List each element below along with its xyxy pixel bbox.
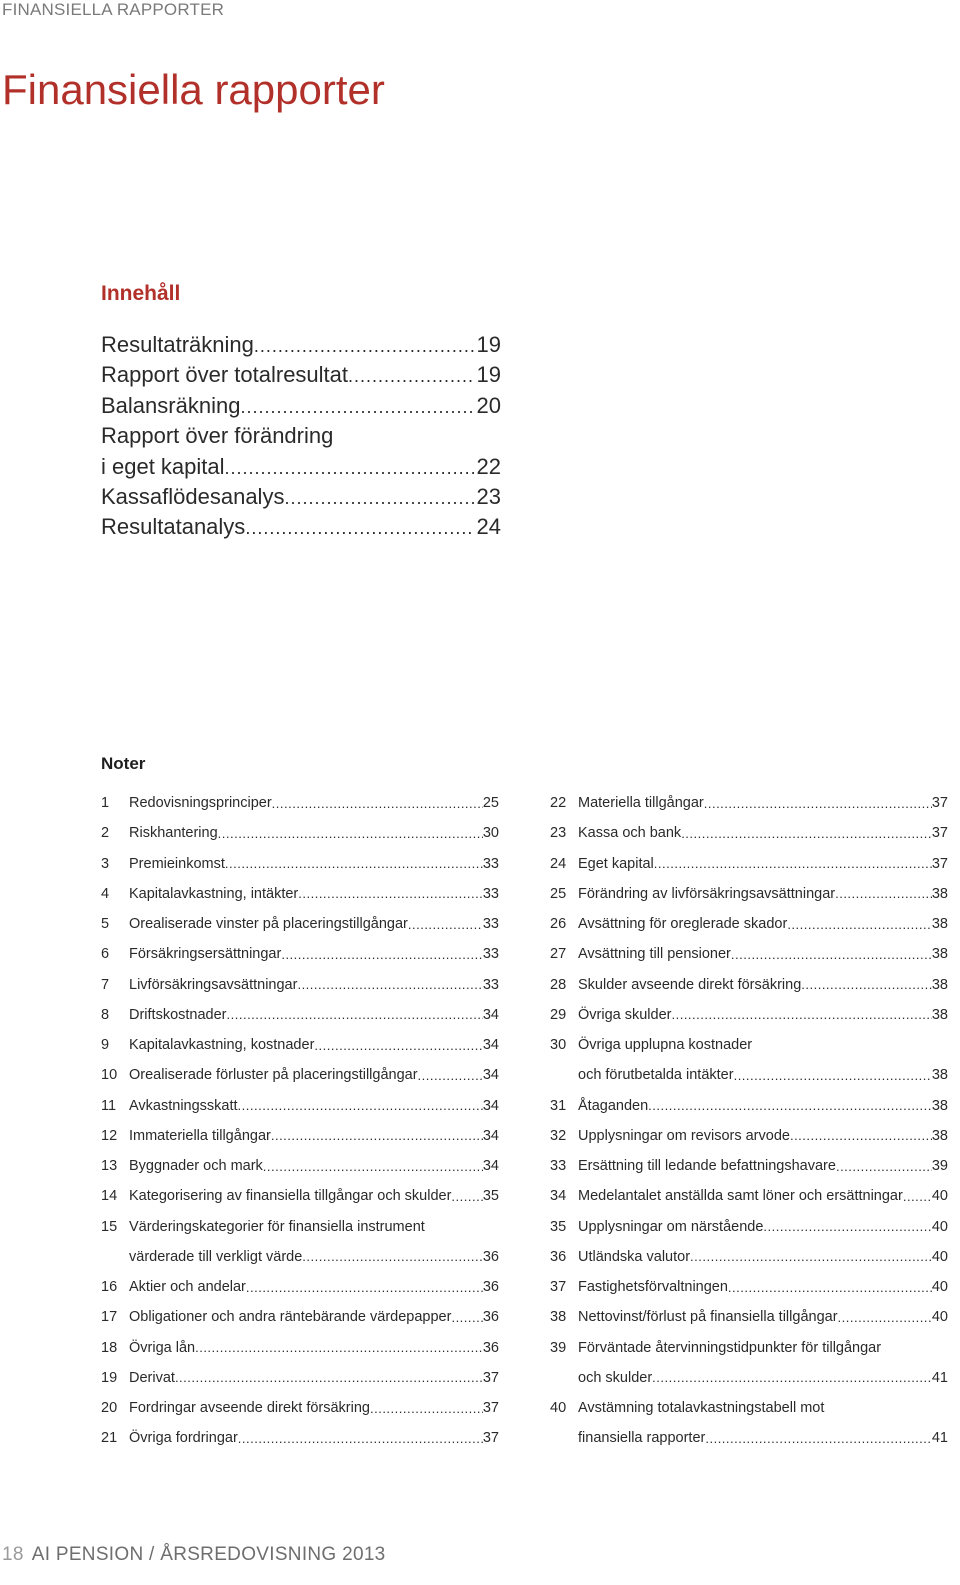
note-number: 10 bbox=[101, 1067, 118, 1084]
note-number: 14 bbox=[101, 1188, 118, 1205]
notes-list-left bbox=[101, 788, 499, 1454]
note-page: 33 bbox=[482, 885, 499, 902]
note-label: Riskhantering bbox=[129, 825, 218, 842]
dot-leader bbox=[238, 1098, 483, 1113]
note-page: 38 bbox=[931, 1127, 948, 1144]
running-header: FINANSIELLA RAPPORTER bbox=[2, 0, 225, 19]
note-page: 33 bbox=[482, 916, 499, 933]
note-number: 11 bbox=[101, 1097, 117, 1114]
note-item[interactable] bbox=[101, 1333, 499, 1363]
dot-leader bbox=[281, 947, 483, 962]
note-item[interactable] bbox=[101, 849, 499, 879]
note-label: Premieinkomst bbox=[129, 855, 225, 872]
note-page: 38 bbox=[931, 946, 948, 963]
note-item[interactable] bbox=[550, 1393, 948, 1423]
dot-leader bbox=[314, 1038, 482, 1053]
dot-leader bbox=[790, 1128, 932, 1143]
note-page: 41 bbox=[931, 1430, 948, 1447]
toc-item-page: 20 bbox=[476, 392, 501, 418]
note-item[interactable] bbox=[550, 970, 948, 1000]
note-item[interactable] bbox=[101, 1030, 499, 1060]
dot-leader bbox=[298, 886, 483, 901]
dot-leader bbox=[835, 886, 932, 901]
note-page: 34 bbox=[482, 1097, 499, 1114]
note-label: Driftskostnader bbox=[129, 1006, 227, 1023]
note-number: 2 bbox=[101, 825, 110, 842]
note-label: Nettovinst/förlust på finansiella tillgångar bbox=[578, 1309, 838, 1326]
dot-leader bbox=[225, 453, 475, 482]
note-label: Orealiserade förluster på placeringstillgångar bbox=[129, 1067, 418, 1084]
note-page: 38 bbox=[931, 1097, 948, 1114]
note-label: Förändring av livförsäkringsavsättningar bbox=[578, 885, 836, 902]
note-label: Utländska valutor bbox=[578, 1248, 691, 1265]
toc-item-page: 24 bbox=[476, 514, 501, 540]
note-label: Eget kapital bbox=[578, 855, 654, 872]
note-page: 33 bbox=[482, 976, 499, 993]
note-page: 33 bbox=[482, 946, 499, 963]
note-item[interactable] bbox=[101, 1272, 499, 1302]
note-number: 40 bbox=[550, 1400, 567, 1417]
dot-leader bbox=[652, 1370, 932, 1385]
dot-leader bbox=[272, 796, 483, 811]
note-label: finansiella rapporter bbox=[578, 1430, 706, 1447]
toc-item[interactable] bbox=[101, 360, 501, 390]
note-number: 4 bbox=[101, 885, 110, 902]
note-item[interactable] bbox=[550, 849, 948, 879]
note-page: 37 bbox=[482, 1400, 499, 1417]
dot-leader bbox=[836, 1159, 932, 1174]
note-number: 26 bbox=[550, 916, 567, 933]
note-page: 34 bbox=[482, 1127, 499, 1144]
note-page: 38 bbox=[931, 1067, 948, 1084]
note-item[interactable] bbox=[550, 879, 948, 909]
toc-item-label: Resultatanalys bbox=[101, 514, 246, 540]
note-label: Orealiserade vinster på placeringstillgångar bbox=[129, 916, 408, 933]
note-label: Upplysningar om revisors arvode bbox=[578, 1127, 790, 1144]
dot-leader bbox=[225, 856, 483, 871]
note-page: 38 bbox=[931, 976, 948, 993]
note-page: 37 bbox=[482, 1369, 499, 1386]
note-number: 37 bbox=[550, 1279, 567, 1296]
note-label: Avsättning för oreglerade skador bbox=[578, 916, 788, 933]
note-label: Immateriella tillgångar bbox=[129, 1127, 271, 1144]
note-page: 37 bbox=[931, 855, 948, 872]
toc-item-label: i eget kapital bbox=[101, 453, 225, 479]
dot-leader bbox=[175, 1370, 483, 1385]
note-item[interactable] bbox=[101, 970, 499, 1000]
note-number: 1 bbox=[101, 795, 110, 812]
note-number: 29 bbox=[550, 1006, 567, 1023]
note-item[interactable] bbox=[550, 1272, 948, 1302]
note-page: 33 bbox=[482, 855, 499, 872]
dot-leader bbox=[704, 796, 932, 811]
note-number: 36 bbox=[550, 1248, 567, 1265]
note-number: 12 bbox=[101, 1127, 118, 1144]
note-page: 35 bbox=[482, 1188, 499, 1205]
note-item[interactable] bbox=[101, 879, 499, 909]
note-number: 24 bbox=[550, 855, 567, 872]
note-page: 40 bbox=[931, 1218, 948, 1235]
note-number: 27 bbox=[550, 946, 567, 963]
note-label: Övriga upplupna kostnader bbox=[578, 1037, 753, 1054]
note-number: 32 bbox=[550, 1127, 567, 1144]
note-label: Försäkringsersättningar bbox=[129, 946, 282, 963]
note-item[interactable] bbox=[101, 1181, 499, 1211]
dot-leader bbox=[218, 826, 483, 841]
note-item[interactable] bbox=[101, 1302, 499, 1332]
note-item[interactable] bbox=[101, 1242, 499, 1272]
note-page: 37 bbox=[931, 825, 948, 842]
dot-leader bbox=[451, 1310, 482, 1325]
note-page: 36 bbox=[482, 1279, 499, 1296]
note-number: 19 bbox=[101, 1369, 118, 1386]
note-item[interactable] bbox=[101, 1121, 499, 1151]
toc-item-label: Resultaträkning bbox=[101, 332, 254, 357]
note-label: Skulder avseende direkt försäkring bbox=[578, 976, 802, 993]
note-label: Kassa och bank bbox=[578, 825, 682, 842]
note-number: 30 bbox=[550, 1037, 567, 1054]
note-item[interactable] bbox=[550, 1091, 948, 1121]
note-label: Kapitalavkastning, intäkter bbox=[129, 885, 299, 902]
note-number: 16 bbox=[101, 1279, 118, 1296]
note-page: 40 bbox=[931, 1309, 948, 1326]
dot-leader bbox=[787, 917, 932, 932]
note-item[interactable] bbox=[550, 1242, 948, 1272]
toc-item[interactable] bbox=[101, 421, 501, 451]
note-number: 3 bbox=[101, 855, 110, 872]
note-label: Redovisningsprinciper bbox=[129, 795, 272, 812]
note-label: Övriga skulder bbox=[578, 1006, 672, 1023]
footer-text: AI PENSION / ÅRSREDOVISNING 2013 bbox=[31, 1544, 386, 1565]
dot-leader bbox=[734, 1068, 932, 1083]
dot-leader bbox=[690, 1249, 932, 1264]
dot-leader bbox=[370, 1401, 483, 1416]
note-item[interactable] bbox=[101, 939, 499, 969]
note-item[interactable] bbox=[550, 1302, 948, 1332]
note-page: 37 bbox=[931, 795, 948, 812]
note-number: 5 bbox=[101, 916, 110, 933]
note-item[interactable] bbox=[550, 1212, 948, 1242]
dot-leader bbox=[648, 1098, 932, 1113]
note-label: Övriga lån bbox=[129, 1339, 196, 1356]
note-page: 40 bbox=[931, 1248, 948, 1265]
note-label: Avkastningsskatt bbox=[129, 1097, 238, 1114]
note-item[interactable] bbox=[101, 1091, 499, 1121]
note-label: Värderingskategorier för finansiella instrument bbox=[129, 1218, 425, 1235]
note-label: Fordringar avseende direkt försäkring bbox=[129, 1400, 370, 1417]
note-item[interactable] bbox=[550, 1181, 948, 1211]
page-footer bbox=[2, 1543, 386, 1567]
note-page: 36 bbox=[482, 1309, 499, 1326]
dot-leader bbox=[728, 1280, 932, 1295]
notes-heading: Noter bbox=[101, 754, 146, 773]
note-number: 35 bbox=[550, 1218, 567, 1235]
note-label: Materiella tillgångar bbox=[578, 795, 704, 812]
toc-item[interactable] bbox=[101, 512, 501, 542]
note-number: 13 bbox=[101, 1158, 118, 1175]
dot-leader bbox=[297, 977, 482, 992]
note-label: Derivat bbox=[129, 1369, 175, 1386]
note-page: 41 bbox=[931, 1369, 948, 1386]
note-label: och skulder bbox=[578, 1369, 653, 1386]
note-number: 9 bbox=[101, 1037, 110, 1054]
note-number: 28 bbox=[550, 976, 567, 993]
dot-leader bbox=[731, 947, 932, 962]
note-item[interactable] bbox=[101, 788, 499, 818]
note-page: 34 bbox=[482, 1006, 499, 1023]
dot-leader bbox=[246, 1280, 483, 1295]
note-number: 18 bbox=[101, 1339, 118, 1356]
note-item[interactable] bbox=[550, 909, 948, 939]
dot-leader bbox=[681, 826, 932, 841]
note-page: 38 bbox=[931, 885, 948, 902]
dot-leader bbox=[284, 483, 474, 512]
note-label: Åtaganden bbox=[578, 1097, 649, 1114]
toc-item[interactable] bbox=[101, 482, 501, 512]
note-item[interactable] bbox=[101, 1393, 499, 1423]
toc-item-label: Balansräkning bbox=[101, 392, 241, 418]
note-page: 37 bbox=[482, 1430, 499, 1447]
note-label: Medelantalet anställda samt löner och ersättningar bbox=[578, 1188, 903, 1205]
contents-heading: Innehåll bbox=[101, 282, 181, 305]
note-label: Livförsäkringsavsättningar bbox=[129, 976, 298, 993]
note-label: Upplysningar om närstående bbox=[578, 1218, 764, 1235]
dot-leader bbox=[348, 361, 474, 390]
note-item[interactable] bbox=[550, 1423, 948, 1453]
dot-leader bbox=[271, 1128, 483, 1143]
note-item[interactable] bbox=[550, 1151, 948, 1181]
note-label: Kategorisering av finansiella tillgångar och skulder bbox=[129, 1188, 452, 1205]
note-label: värderade till verkligt värde bbox=[129, 1248, 303, 1265]
dot-leader bbox=[763, 1219, 931, 1234]
footer-page-number: 18 bbox=[2, 1544, 24, 1565]
toc-item-label: Rapport över totalresultat bbox=[101, 362, 349, 388]
note-label: Övriga fordringar bbox=[129, 1430, 238, 1447]
note-item[interactable] bbox=[101, 1212, 499, 1242]
note-item[interactable] bbox=[101, 1363, 499, 1393]
dot-leader bbox=[838, 1310, 932, 1325]
dot-leader bbox=[801, 977, 932, 992]
note-page: 34 bbox=[482, 1067, 499, 1084]
dot-leader bbox=[238, 1431, 483, 1446]
dot-leader bbox=[195, 1340, 483, 1355]
dot-leader bbox=[654, 856, 932, 871]
note-item[interactable] bbox=[101, 909, 499, 939]
note-item[interactable] bbox=[101, 1151, 499, 1181]
note-number: 17 bbox=[101, 1309, 118, 1326]
contents-list bbox=[101, 330, 501, 543]
note-item[interactable] bbox=[550, 818, 948, 848]
note-page: 34 bbox=[482, 1158, 499, 1175]
note-label: Avstämning totalavkastningstabell mot bbox=[578, 1400, 825, 1417]
note-label: Förväntade återvinningstidpunkter för tillgångar bbox=[578, 1339, 882, 1356]
note-label: Avsättning till pensioner bbox=[578, 946, 731, 963]
note-number: 23 bbox=[550, 825, 567, 842]
note-item[interactable] bbox=[101, 1423, 499, 1453]
note-page: 39 bbox=[931, 1158, 948, 1175]
note-page: 25 bbox=[482, 795, 499, 812]
note-page: 40 bbox=[931, 1279, 948, 1296]
dot-leader bbox=[671, 1007, 931, 1022]
note-item[interactable] bbox=[550, 1333, 948, 1363]
note-number: 34 bbox=[550, 1188, 567, 1205]
note-number: 20 bbox=[101, 1400, 118, 1417]
note-page: 38 bbox=[931, 916, 948, 933]
note-item[interactable] bbox=[550, 1060, 948, 1090]
note-page: 36 bbox=[482, 1248, 499, 1265]
note-label: Kapitalavkastning, kostnader bbox=[129, 1037, 315, 1054]
toc-item-page: 23 bbox=[476, 483, 501, 509]
note-item[interactable] bbox=[550, 788, 948, 818]
note-number: 25 bbox=[550, 885, 567, 902]
toc-item-page: 22 bbox=[476, 453, 501, 479]
dot-leader bbox=[408, 917, 483, 932]
note-item[interactable] bbox=[101, 1000, 499, 1030]
note-item[interactable] bbox=[101, 1060, 499, 1090]
note-item[interactable] bbox=[550, 1030, 948, 1060]
note-label: Fastighetsförvaltningen bbox=[578, 1279, 728, 1296]
note-number: 22 bbox=[550, 795, 567, 812]
dot-leader bbox=[451, 1189, 482, 1204]
note-page: 38 bbox=[931, 1006, 948, 1023]
toc-item[interactable] bbox=[101, 452, 501, 482]
note-number: 8 bbox=[101, 1006, 110, 1023]
dot-leader bbox=[254, 331, 475, 360]
toc-item-page: 19 bbox=[476, 362, 501, 388]
note-item[interactable] bbox=[550, 1000, 948, 1030]
dot-leader bbox=[240, 392, 474, 421]
dot-leader bbox=[227, 1007, 483, 1022]
note-label: och förutbetalda intäkter bbox=[578, 1067, 734, 1084]
note-page: 34 bbox=[482, 1037, 499, 1054]
notes-list-right bbox=[550, 788, 948, 1454]
note-page: 36 bbox=[482, 1339, 499, 1356]
note-number: 38 bbox=[550, 1309, 567, 1326]
note-number: 39 bbox=[550, 1339, 567, 1356]
dot-leader bbox=[418, 1068, 483, 1083]
note-number: 15 bbox=[101, 1218, 118, 1235]
toc-item[interactable] bbox=[101, 330, 501, 360]
dot-leader bbox=[903, 1189, 932, 1204]
note-label: Aktier och andelar bbox=[129, 1279, 246, 1296]
note-item[interactable] bbox=[101, 818, 499, 848]
dot-leader bbox=[245, 513, 474, 542]
note-label: Byggnader och mark bbox=[129, 1158, 263, 1175]
dot-leader bbox=[302, 1249, 483, 1264]
note-item[interactable] bbox=[550, 1363, 948, 1393]
toc-item-label: Kassaflödesanalys bbox=[101, 483, 285, 509]
page-title: Finansiella rapporter bbox=[2, 66, 385, 113]
toc-item[interactable] bbox=[101, 391, 501, 421]
note-item[interactable] bbox=[550, 1121, 948, 1151]
note-label: Obligationer och andra räntebärande värdepapper bbox=[129, 1309, 452, 1326]
note-page: 40 bbox=[931, 1188, 948, 1205]
dot-leader bbox=[263, 1159, 483, 1174]
note-number: 33 bbox=[550, 1158, 567, 1175]
note-number: 7 bbox=[101, 976, 110, 993]
note-number: 31 bbox=[550, 1097, 567, 1114]
note-label: Ersättning till ledande befattningshavare bbox=[578, 1158, 836, 1175]
dot-leader bbox=[705, 1431, 932, 1446]
toc-item-label: Rapport över förändring bbox=[101, 423, 334, 449]
note-number: 6 bbox=[101, 946, 110, 963]
note-number: 21 bbox=[101, 1430, 118, 1447]
toc-item-page: 19 bbox=[476, 332, 501, 357]
note-item[interactable] bbox=[550, 939, 948, 969]
note-page: 30 bbox=[482, 825, 499, 842]
